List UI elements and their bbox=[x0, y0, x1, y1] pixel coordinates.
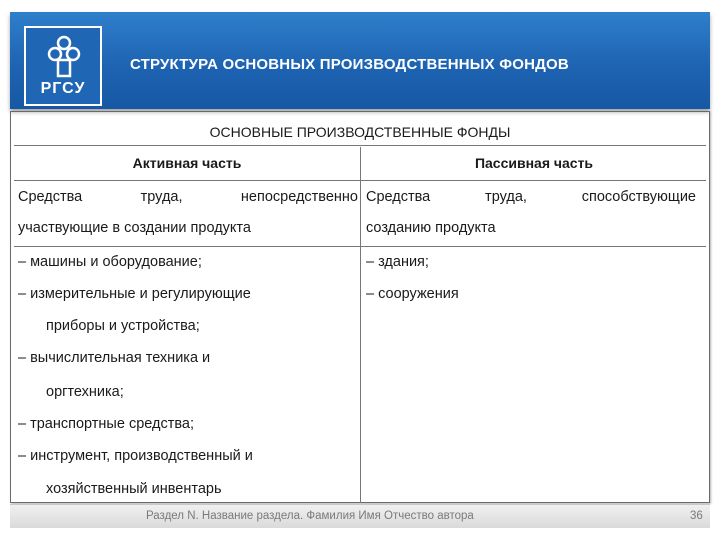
active-description-line2: участвующие в создании продукта bbox=[18, 220, 251, 236]
list-item: – транспортные средства; bbox=[18, 416, 194, 432]
passive-desc-word: Средства bbox=[366, 189, 431, 205]
passive-desc-word: труда, bbox=[485, 189, 527, 205]
passive-part-heading: Пассивная часть bbox=[474, 155, 594, 171]
page-number: 36 bbox=[690, 510, 703, 522]
footer-text: Раздел N. Название раздела. Фамилия Имя Отчество автора bbox=[146, 510, 474, 522]
description-divider bbox=[14, 246, 706, 247]
active-description bbox=[18, 182, 358, 244]
list-item: – машины и оборудование; bbox=[18, 254, 202, 270]
list-item: – инструмент, производственный и bbox=[18, 448, 253, 464]
list-item: – измерительные и регулирующие bbox=[18, 286, 251, 302]
university-logo bbox=[24, 26, 102, 106]
active-desc-word: Средства bbox=[18, 189, 83, 205]
logo-emblem-icon bbox=[44, 34, 84, 80]
active-desc-word: непосредственно bbox=[240, 189, 358, 205]
list-item: – вычислительная техника и bbox=[18, 350, 211, 366]
column-divider bbox=[360, 147, 361, 503]
footer-bar bbox=[10, 504, 710, 528]
passive-description-line2: созданию продукта bbox=[366, 220, 496, 236]
active-desc-word: труда, bbox=[140, 189, 183, 205]
table-title: ОСНОВНЫЕ ПРОИЗВОДСТВЕННЫЕ ФОНДЫ bbox=[14, 118, 706, 146]
list-item: – здания; bbox=[366, 254, 429, 270]
logo-text: РГСУ bbox=[40, 80, 86, 97]
header-bar bbox=[10, 12, 710, 109]
passive-description-line1 bbox=[366, 182, 696, 213]
passive-description bbox=[366, 182, 696, 244]
list-item-continuation: оргтехника; bbox=[46, 384, 124, 400]
active-description-line1 bbox=[18, 182, 358, 213]
passive-desc-word: способствующие bbox=[581, 189, 696, 205]
list-item: – сооружения bbox=[366, 286, 459, 302]
active-part-heading: Активная часть bbox=[132, 155, 242, 171]
list-item-continuation: приборы и устройства; bbox=[46, 318, 200, 334]
page-title: СТРУКТУРА ОСНОВНЫХ ПРОИЗВОДСТВЕННЫХ ФОНДОВ bbox=[130, 56, 569, 73]
list-item-continuation: хозяйственный инвентарь bbox=[46, 481, 222, 497]
